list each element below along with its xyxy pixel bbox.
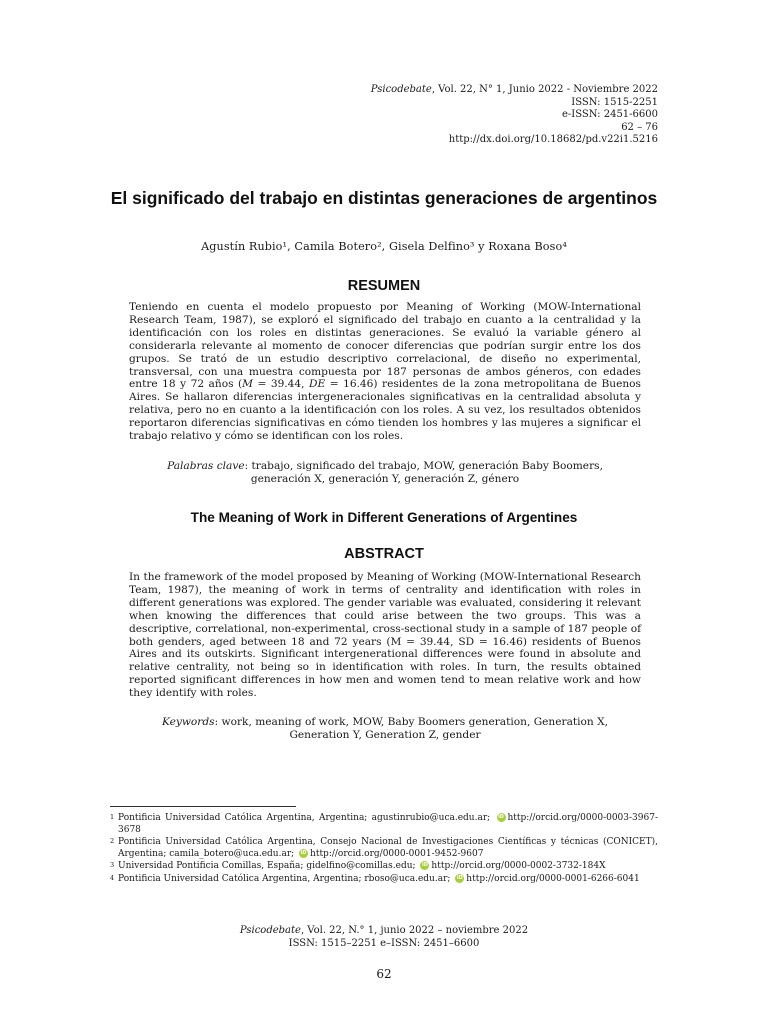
header-pages: 62 – 76 (621, 121, 658, 133)
orcid-icon[interactable]: iD (456, 874, 463, 881)
orcid-icon[interactable]: iD (421, 862, 428, 869)
header-eissn: e-ISSN: 2451-6600 (562, 109, 658, 121)
resumen-m-label: M (242, 378, 253, 391)
article-title-es: El significado del trabajo en distintas generaciones de argentinos (110, 188, 658, 208)
footnote-3 (110, 861, 658, 873)
keywords-line2: Generation Y, Generation Z, gender (289, 729, 481, 741)
footnote-affiliation: Pontificia Universidad Católica Argentina, Argentina; agustinrubio@uca.edu.ar; (118, 813, 491, 823)
palabras-clave-list1: : trabajo, significado del trabajo, MOW, generación Baby Boomers, (244, 460, 603, 472)
footnote-number: 4 (110, 873, 115, 882)
resumen-de-label: DE (309, 378, 326, 391)
footnote-4 (110, 874, 658, 886)
orcid-link[interactable]: http://orcid.org/0000-0003-3967-3678 (118, 813, 658, 835)
header-doi-link[interactable]: http://dx.doi.org/10.18682/pd.v22i1.5216 (448, 134, 658, 146)
author-list: Agustín Rubio¹, Camila Botero², Gisela Delfino³ y Roxana Boso⁴ (201, 240, 567, 253)
footer-volume: , Vol. 22, N.° 1, junio 2022 – noviembre 2022 (300, 925, 529, 936)
footnote-text (118, 874, 658, 886)
footnote-text (118, 861, 658, 873)
header-journal-line (371, 84, 658, 97)
resumen-text-part2: = 16.46) residentes de la zona metropolitana de Buenos Aires. Se hallaron diferencias intergeneracionales significativas en la centralidad absoluta y relativa, pero no en cuanto a la identificación con los roles. A su vez, los resultados obtenidos reportaron diferencias significativas en cómo tienden los hombres y las mujeres a significar el trabajo relativo y cómo se identifican con los roles. (129, 378, 641, 443)
abstract-heading: ABSTRACT (344, 546, 424, 562)
footnote-text (118, 813, 658, 836)
footnote-affiliation: Universidad Pontificia Comillas, España; gidelfino@comillas.edu; (118, 861, 416, 872)
keywords-line1 (129, 716, 641, 729)
resumen-text-part1: Teniendo en cuenta el modelo propuesto por Meaning of Working (MOW-International Research Team, 1987), se exploró el significado del trabajo en cuanto a la centralidad y la identificación con los roles en distintas generaciones. Se evaluó la variable género al considerarla relevante al momento de conocer diferencias que podrían surgir entre los dos grupos. Se trató de un estudio descriptivo correlacional, de diseño no experimental, transversal, con una muestra compuesta por 187 personas de ambos géneros, con edades entre 18 y 72 años ( (129, 301, 641, 391)
header-volume: , Vol. 22, N° 1, Junio 2022 - Noviembre 2022 (431, 84, 658, 95)
orcid-link[interactable]: http://orcid.org/0000-0001-9452-9607 (310, 848, 484, 859)
footnote-2 (110, 837, 658, 860)
resumen-heading: RESUMEN (347, 278, 421, 294)
header-journal-name: Psicodebate (370, 84, 432, 95)
abstract-body: In the framework of the model proposed by Meaning of Working (MOW-International Research Team, 1987), the meaning of work in terms of centrality and identification with roles in different generations was explored. The gender variable was evaluated, considering it relevant when knowing the differences that could arise between the two groups. This was a descriptive, correlational, non-experimental, cross-sectional study in a sample of 187 people of both genders, aged between 18 and 72 years (M = 39.44, SD = 16.46) residents of Buenos Aires and its outskirts. Significant intergenerational differences were found in absolute and relative centrality, not being so in identification with roles. In turn, the results obtained reported significant differences in how men and women tend to mean relative work and how they identify with roles. (129, 571, 641, 700)
footnote-divider (110, 806, 296, 807)
footnote-number: 1 (110, 813, 115, 821)
footer-issn: ISSN: 1515–2251 e–ISSN: 2451–6600 (288, 937, 480, 949)
orcid-link[interactable]: http://orcid.org/0000-0002-3732-184X (431, 861, 606, 872)
footnotes (110, 813, 658, 887)
resumen-body (129, 301, 641, 443)
journal-footer (110, 925, 658, 950)
palabras-clave-line1 (129, 460, 641, 473)
keywords (129, 716, 641, 742)
article-title-en: The Meaning of Work in Different Generations of Argentines (190, 510, 578, 525)
keywords-label: Keywords (161, 716, 215, 728)
header-issn: ISSN: 1515-2251 (571, 96, 658, 108)
footer-journal-name: Psicodebate (239, 925, 301, 936)
orcid-link[interactable]: http://orcid.org/0000-0001-6266-6041 (466, 873, 640, 884)
footnote-number: 2 (110, 837, 115, 846)
footnote-number: 3 (110, 861, 115, 870)
footnote-affiliation: Pontificia Universidad Católica Argentina, Argentina; rboso@uca.edu.ar; (118, 873, 451, 884)
footnote-text (118, 837, 658, 860)
orcid-icon[interactable]: iD (498, 814, 504, 820)
footnote-1 (110, 813, 658, 836)
journal-header (371, 84, 658, 147)
palabras-clave (129, 460, 641, 486)
palabras-clave-label: Palabras clave (167, 460, 245, 472)
page-number: 62 (376, 967, 392, 981)
footnote-affiliation: Pontificia Universidad Católica Argentina, Consejo Nacional de Investigaciones Científicas y técnicas (CONICET), Argentina; camila_botero@uca.edu.ar; (118, 837, 658, 859)
palabras-clave-line2: generación X, generación Y, generación Z, género (250, 473, 520, 485)
resumen-m-value: = 39.44, (252, 378, 310, 391)
orcid-icon[interactable]: iD (300, 849, 307, 856)
footer-journal-line (110, 925, 658, 938)
keywords-list1: : work, meaning of work, MOW, Baby Boomers generation, Generation X, (214, 716, 609, 728)
